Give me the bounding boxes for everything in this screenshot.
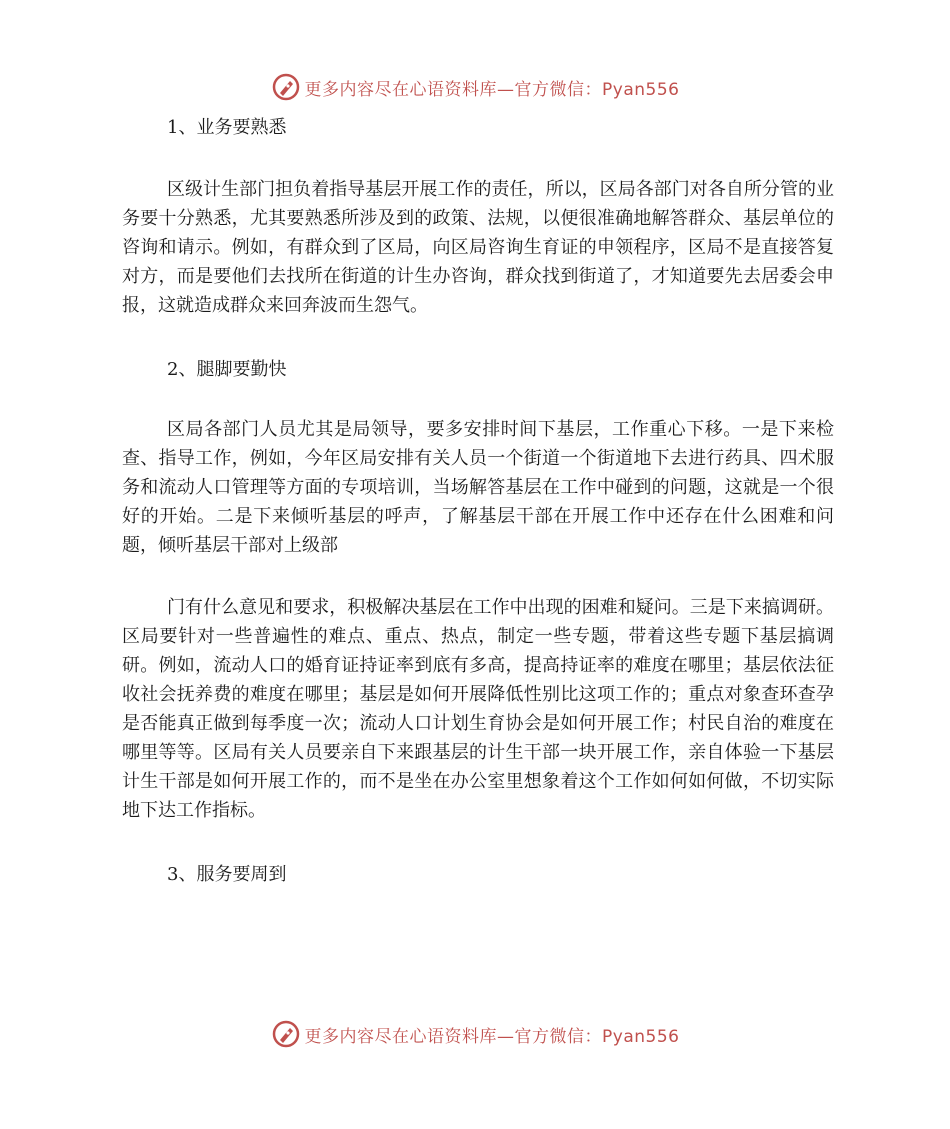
section-heading-3: 3、服务要周到 [167, 864, 287, 885]
document-body [122, 112, 834, 891]
section-1-paragraph: 区级计生部门担负着指导基层开展工作的责任，所以，区局各部门对各自所分管的业务要十分熟悉，尤其要熟悉所涉及到的政策、法规，以便很准确地解答群众、基层单位的咨询和请示。例如，有群众到了区局，向区局咨询生育证的申领程序，区局不是直接答复对方，而是要他们去找所在街道的计生办咨询，群众找到街道了，才知道要先去居委会申报，这就造成群众来回奔波而生怨气。 [122, 179, 834, 316]
header-banner [0, 67, 950, 107]
section-heading-2: 2、腿脚要勤快 [167, 359, 287, 380]
section-2-paragraph-2: 门有什么意见和要求，积极解决基层在工作中出现的困难和疑问。三是下来搞调研。区局要针对一些普遍性的难点、重点、热点，制定一些专题，带着这些专题下基层搞调研。例如，流动人口的婚育证持证率到底有多高，提高持证率的难度在哪里；基层依法征收社会抚养费的难度在哪里；基层是如何开展降低性别比这项工作的；重点对象查环查孕是否能真正做到每季度一次；流动人口计划生育协会是如何开展工作；村民自治的难度在哪里等等。区局有关人员要亲自下来跟基层的计生干部一块开展工作，亲自体验一下基层计生干部是如何开展工作的，而不是坐在办公室里想象着这个工作如何如何做，不切实际地下达工作指标。 [122, 597, 834, 821]
footer-banner [0, 1014, 950, 1054]
section-2-paragraph-1: 区局各部门人员尤其是局领导，要多安排时间下基层，工作重心下移。一是下来检查、指导工作，例如，今年区局安排有关人员一个街道一个街道地下去进行药具、四术服务和流动人口管理等方面的专项培训，当场解答基层在工作中碰到的问题，这就是一个很好的开始。二是下来倾听基层的呼声，了解基层干部在开展工作中还存在什么困难和问题，倾听基层干部对上级部 [122, 419, 834, 556]
footer-banner-text: 更多内容尽在心语资料库—官方微信：Pyan556 [304, 1026, 680, 1047]
pen-nib-logo-icon [271, 1019, 301, 1049]
section-heading-1: 1、业务要熟悉 [167, 117, 287, 138]
pen-nib-logo-icon [271, 72, 301, 102]
header-banner-text: 更多内容尽在心语资料库—官方微信：Pyan556 [304, 79, 680, 100]
